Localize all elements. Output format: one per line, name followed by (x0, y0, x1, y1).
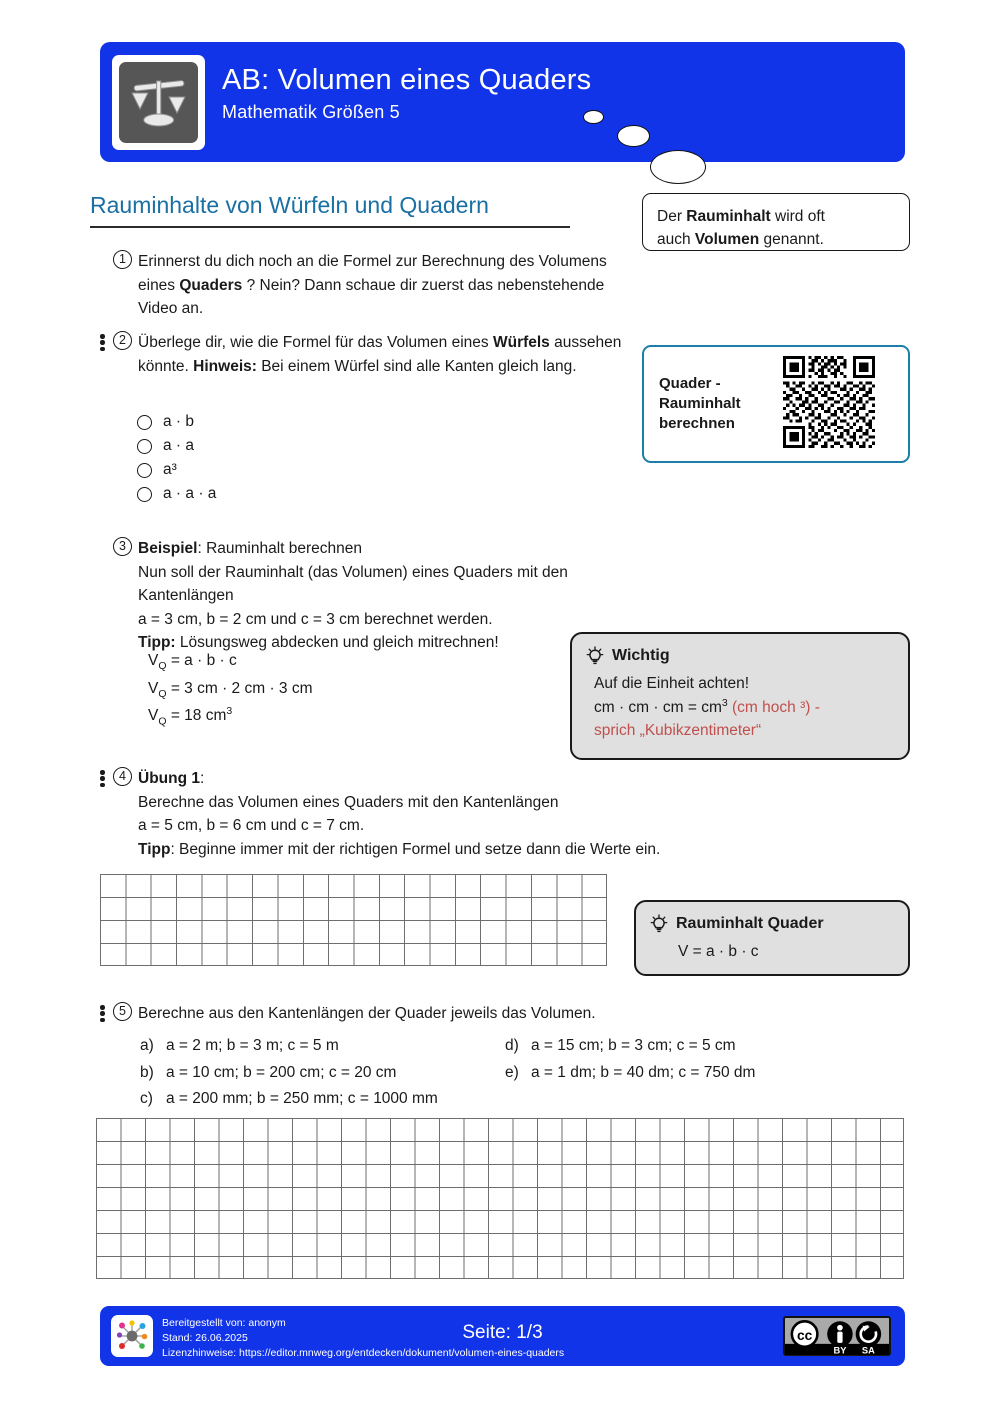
formula-2-rest: = 3 cm · 2 cm · 3 cm (166, 679, 313, 697)
option-row[interactable] (137, 458, 216, 482)
radio-icon[interactable] (137, 439, 152, 454)
note-line1-bold: Rauminhalt (686, 208, 771, 225)
page-subtitle: Mathematik Größen 5 (222, 102, 400, 123)
task-5-left-list (140, 1033, 500, 1113)
document-header (100, 42, 905, 162)
svg-text:cc: cc (796, 1327, 813, 1343)
list-item-key: c) (140, 1090, 153, 1108)
lightbulb-glyph (650, 914, 668, 934)
task-3-number: 3 (113, 537, 132, 556)
speech-bubble-large (650, 150, 706, 184)
lightbulb-icon (650, 914, 668, 934)
formula-3-sub: Q (158, 715, 167, 728)
note-line2-bold: Volumen (694, 231, 760, 249)
task-4-row (113, 767, 673, 861)
task-2-handle[interactable] (100, 334, 106, 351)
wichtig-line-2 (594, 696, 892, 720)
formula-1-rest: = a · b · c (166, 652, 237, 669)
task-4 (113, 767, 673, 861)
task-5-right-list (505, 1033, 885, 1086)
task-4-tipp-text: : Beginne immer mit der richtigen Formel und setze dann die Werte ein. (170, 840, 661, 858)
task-5-handle[interactable] (100, 1005, 106, 1022)
qr-code-glyph (783, 356, 875, 448)
wichtig-line2-sup: 3 (721, 696, 728, 709)
option-label: a · b (163, 413, 195, 430)
option-label: a³ (163, 461, 177, 478)
answer-grid-task-5[interactable] (96, 1118, 904, 1279)
wichtig-line2-black: cm · cm · cm = cm (594, 699, 722, 717)
list-item (505, 1033, 885, 1060)
task-2-hint-text: Bei einem Würfel sind alle Kanten gleich lang. (256, 357, 577, 375)
balance-scale-glyph (128, 71, 190, 135)
task-2-row (113, 331, 633, 378)
task-4-number: 4 (113, 767, 132, 786)
list-item-key: b) (140, 1063, 154, 1081)
footer-provided-by: Bereitgestellt von: anonym (162, 1317, 286, 1329)
answer-grid-task-4[interactable] (100, 874, 607, 966)
task-5-number: 5 (113, 1002, 132, 1021)
option-label: a · a · a (163, 485, 217, 502)
option-row[interactable] (137, 410, 216, 434)
task-1 (113, 250, 623, 321)
qr-label-line3: berechnen (659, 415, 735, 433)
task-2-line2: aussehen könnte. (138, 334, 622, 375)
task-2-line1-pre: Überlege dir, wie die Formel für das Volumen eines (138, 334, 493, 351)
task-4-body (138, 767, 673, 861)
page-title: AB: Volumen eines Quaders (222, 64, 592, 96)
formula-3-sup: 3 (226, 705, 233, 718)
page-indicator: Seite: 1/3 (462, 1322, 543, 1343)
note-line1-post: wird oft (770, 208, 825, 225)
formula-box-formula: V = a · b · c (678, 943, 759, 960)
task-5-row (113, 1002, 753, 1026)
task-2-body (138, 331, 633, 378)
footer-date: Stand: 26.06.2025 (162, 1331, 248, 1344)
task-2-number: 2 (113, 331, 132, 350)
formula-box-heading: Rauminhalt Quader (676, 915, 824, 932)
formula-box-heading-row (650, 914, 892, 934)
wichtig-line-1: Auf die Einheit achten! (594, 675, 750, 692)
task-4-handle[interactable] (100, 770, 106, 787)
balance-scale-icon (119, 62, 198, 143)
lightbulb-glyph (586, 646, 604, 666)
wichtig-body (586, 673, 892, 743)
option-row[interactable] (137, 434, 216, 458)
cc-by-sa-glyph (785, 1318, 889, 1356)
formula-3-var: V (148, 707, 159, 725)
note-line-1 (657, 205, 895, 228)
task-2-hint-label: Hinweis: (193, 357, 257, 375)
formula-1-var: V (148, 652, 159, 669)
qr-code-box[interactable] (642, 345, 910, 463)
qr-label-line1: Quader - (659, 374, 721, 392)
task-1-line2-post: ? Nein? Dann schaue dir zuerst das (242, 276, 493, 294)
list-item (140, 1033, 500, 1060)
task-1-line3: nebenstehende Video an. (138, 276, 605, 318)
task-3-line3: a = 3 cm, b = 2 cm und c = 3 cm berechnet werden. (138, 610, 493, 628)
list-item-text: a = 15 cm; b = 3 cm; c = 5 cm (531, 1037, 736, 1054)
formula-3-rest: = 18 cm (166, 707, 227, 725)
rauminhalt-quader-box (634, 900, 910, 976)
task-5 (113, 1002, 753, 1026)
option-row[interactable] (137, 482, 216, 506)
radio-icon[interactable] (137, 415, 152, 430)
option-label: a · a (163, 437, 195, 454)
wichtig-box (570, 632, 910, 760)
formula-line-3 (148, 703, 313, 731)
list-item (140, 1060, 500, 1087)
wichtig-heading-row (586, 646, 892, 666)
document-footer (100, 1306, 905, 1366)
formula-line-2 (148, 676, 313, 704)
note-line2-post: genannt. (759, 231, 824, 249)
task-2-line1-bold: Würfels (492, 334, 550, 351)
task-1-row (113, 250, 623, 321)
task-4-line3: a = 5 cm, b = 6 cm und c = 7 cm. (138, 817, 365, 835)
task-3-tipp-text: Lösungsweg abdecken und gleich mitrechnen! (175, 634, 499, 652)
wichtig-heading: Wichtig (612, 647, 670, 664)
list-item-text: a = 200 mm; b = 250 mm; c = 1000 mm (166, 1090, 438, 1108)
note-line1-pre: Der (657, 208, 687, 225)
svg-text:BY: BY (833, 1345, 847, 1356)
task-1-line2-bold: Quaders (179, 276, 243, 294)
radio-icon[interactable] (137, 463, 152, 478)
formula-1-sub: Q (158, 660, 167, 673)
qr-box-label (659, 374, 779, 435)
task-5-prompt: Berechne aus den Kantenlängen der Quader jeweils das Volumen. (138, 1005, 596, 1022)
note-line-2 (657, 228, 895, 251)
formula-2-var: V (148, 679, 159, 697)
task-2-options (137, 410, 216, 506)
task-4-label: Übung 1 (138, 770, 200, 787)
task-3-example-label: Beispiel (138, 540, 198, 557)
task-1-body (138, 250, 623, 321)
section-title: Rauminhalte von Würfeln und Quadern (90, 192, 570, 228)
task-4-label-colon: : (200, 770, 205, 787)
list-item-text: a = 2 m; b = 3 m; c = 5 m (166, 1037, 339, 1054)
footer-license-link[interactable]: Lizenzhinweise: https://editor.mnweg.org/entdecken/dokument/volumen-eines-quaders (162, 1346, 565, 1359)
header-text-group (222, 64, 591, 123)
list-item-text: a = 10 cm; b = 200 cm; c = 20 cm (166, 1063, 397, 1081)
task-1-line1: Erinnerst du dich noch an die Formel zur Berechnung des (138, 253, 535, 270)
speech-bubble-medium (617, 125, 650, 147)
header-icon-frame (112, 55, 205, 150)
radio-icon[interactable] (137, 487, 152, 502)
lightbulb-icon (586, 646, 604, 666)
creative-commons-badge (783, 1316, 891, 1356)
speech-bubble-small (583, 110, 604, 124)
task-3-tipp-label: Tipp: (138, 634, 176, 652)
list-item (505, 1060, 885, 1087)
wichtig-line-3: sprich „Kubikzentimeter“ (594, 722, 762, 740)
note-line2-pre: auch (657, 231, 695, 249)
svg-text:SA: SA (861, 1345, 875, 1356)
list-item-key: e) (505, 1063, 519, 1081)
wichtig-line2-red: (cm hoch ³) - (727, 699, 820, 717)
task-3-example-title: : Rauminhalt berechnen (197, 540, 363, 557)
task-4-line2: Berechne das Volumen eines Quaders mit den Kantenlängen (138, 793, 559, 811)
list-item-key: d) (505, 1037, 519, 1054)
list-item-key: a) (140, 1037, 154, 1054)
task-3-line2: Nun soll der Rauminhalt (das Volumen) eines Quaders mit den Kantenlängen (138, 563, 568, 605)
formula-line-1 (148, 648, 313, 676)
task-1-number: 1 (113, 250, 132, 269)
task-4-tipp-label: Tipp (138, 840, 171, 858)
formula-2-sub: Q (158, 687, 167, 700)
list-item-text: a = 1 dm; b = 40 dm; c = 750 dm (531, 1063, 756, 1081)
qr-code-icon[interactable] (783, 356, 875, 453)
task-1-line2-pre: Volumens eines (138, 253, 607, 294)
definition-note-box (642, 193, 910, 251)
task-2 (113, 331, 633, 378)
qr-label-line2: Rauminhalt (659, 394, 741, 412)
task-3-solution-formula (148, 648, 313, 731)
list-item (140, 1086, 500, 1113)
